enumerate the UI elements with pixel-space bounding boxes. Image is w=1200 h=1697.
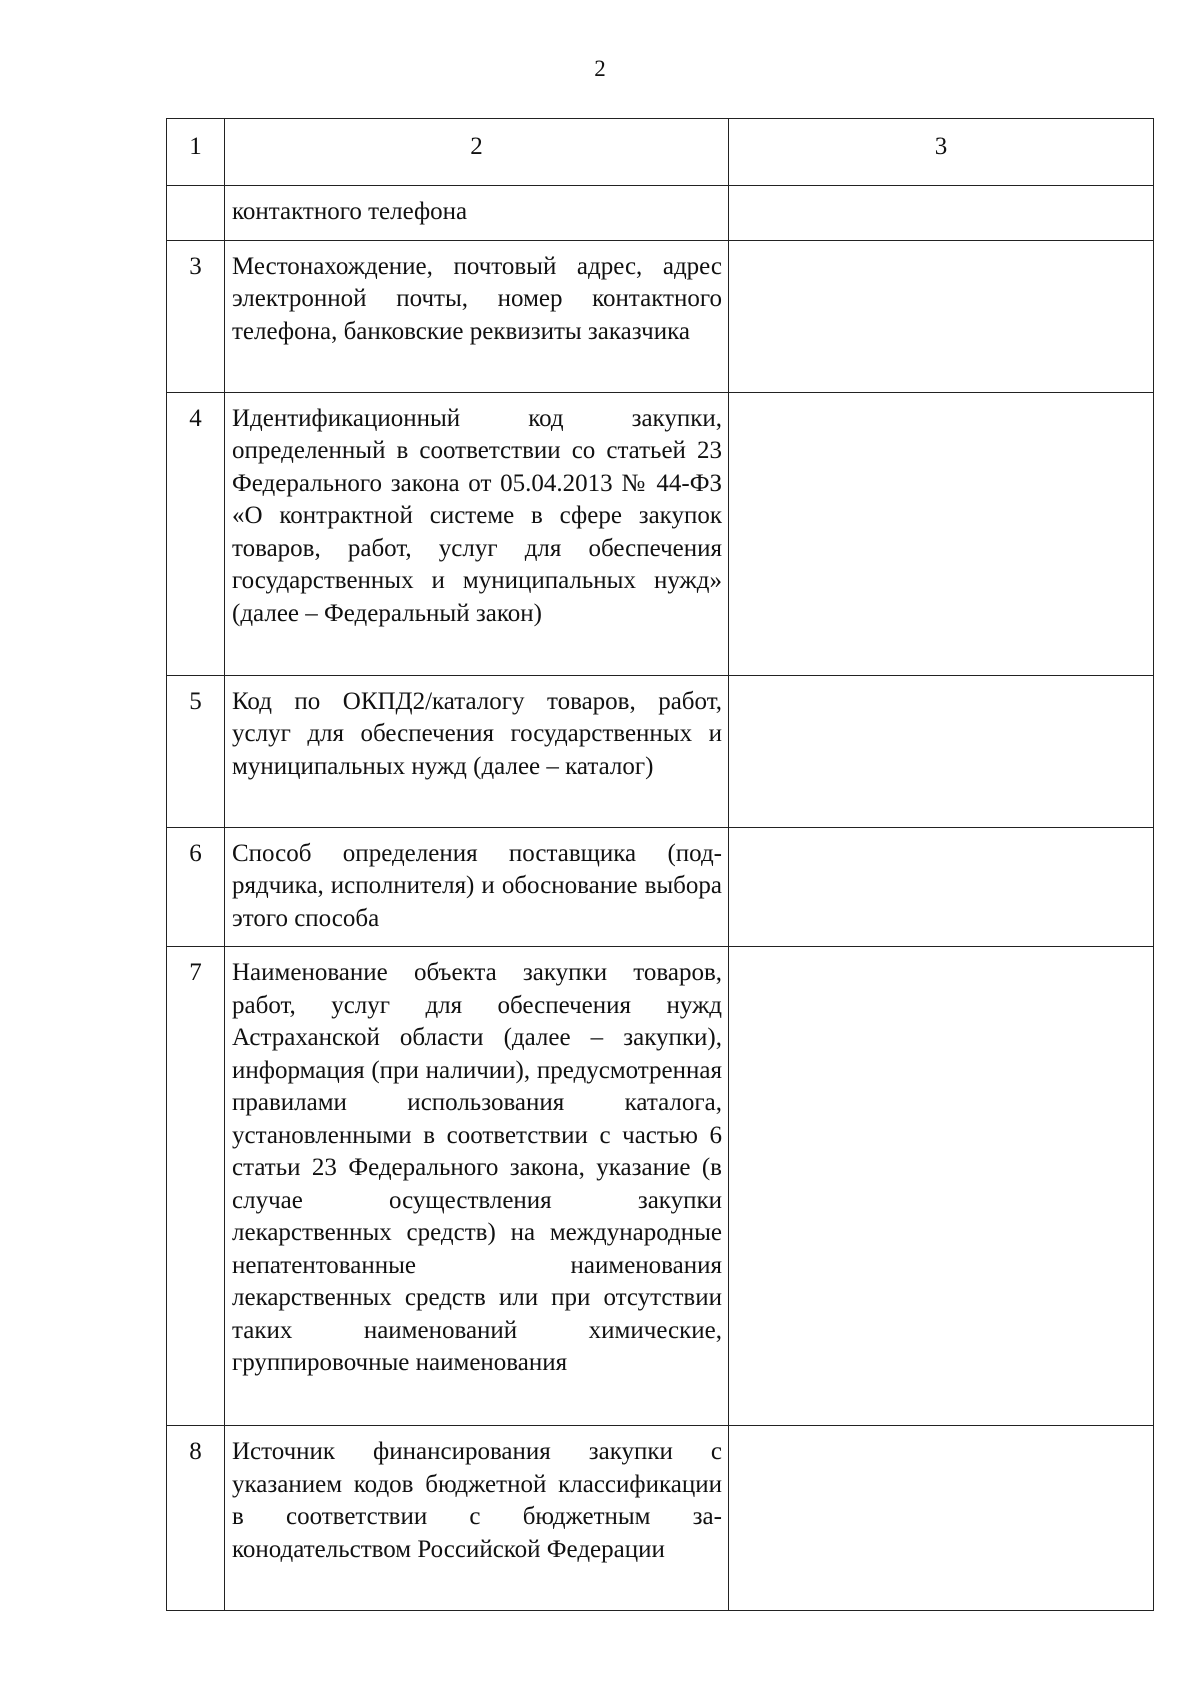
header-cell-2: 2 — [225, 119, 729, 186]
page-number: 2 — [594, 56, 606, 81]
requisites-table — [166, 118, 1154, 1611]
row-number: 3 — [167, 240, 225, 392]
row-description: Местонахождение, почтовый адрес, адрес электронной почты, номер контактного телефона, банковские реквизиты заказчика — [225, 240, 729, 392]
header-cell-3: 3 — [729, 119, 1154, 186]
table-row — [167, 947, 1154, 1426]
row-value — [729, 186, 1154, 241]
table-row — [167, 1426, 1154, 1611]
row-value — [729, 947, 1154, 1426]
row-value — [729, 827, 1154, 947]
table-row — [167, 827, 1154, 947]
row-number: 5 — [167, 675, 225, 827]
table-row — [167, 675, 1154, 827]
row-number: 7 — [167, 947, 225, 1426]
header-cell-1: 1 — [167, 119, 225, 186]
row-description: контактного телефона — [225, 186, 729, 241]
row-value — [729, 392, 1154, 675]
row-number: 8 — [167, 1426, 225, 1611]
table-row — [167, 186, 1154, 241]
table-row — [167, 240, 1154, 392]
table-header-row — [167, 119, 1154, 186]
row-value — [729, 675, 1154, 827]
row-description: Способ определения поставщика (подрядчика, исполнителя) и обоснование выбора этого способа — [225, 827, 729, 947]
row-value — [729, 1426, 1154, 1611]
row-description: Источник финансирования закупки с указанием кодов бюджетной классификации в соответствии с бюджетным законодательством Российской Федерации — [225, 1426, 729, 1611]
row-description: Идентификационный код закупки, определенный в соответствии со статьей 23 Федерального закона от 05.04.2013 № 44-ФЗ «О контрактной системе в сфере закупок товаров, работ, услуг для обеспечения государственных и муниципальных нужд» (далее – Федеральный закон) — [225, 392, 729, 675]
row-description: Наименование объекта закупки товаров, работ, услуг для обеспечения нужд Астраханской области (далее – закупки), информация (при наличии), предусмотренная правилами использования каталога, установленными в соответствии с частью 6 статьи 23 Федерального закона, указание (в случае осуществления закупки лекарственных средств) на международные непатентованные наименования лекарственных средств или при отсутствии таких наименований химические, группировочные наименования — [225, 947, 729, 1426]
row-number — [167, 186, 225, 241]
row-value — [729, 240, 1154, 392]
row-description: Код по ОКПД2/каталогу товаров, работ, услуг для обеспечения государственных и муниципальных нужд (далее – каталог) — [225, 675, 729, 827]
table-row — [167, 392, 1154, 675]
row-number: 6 — [167, 827, 225, 947]
row-number: 4 — [167, 392, 225, 675]
